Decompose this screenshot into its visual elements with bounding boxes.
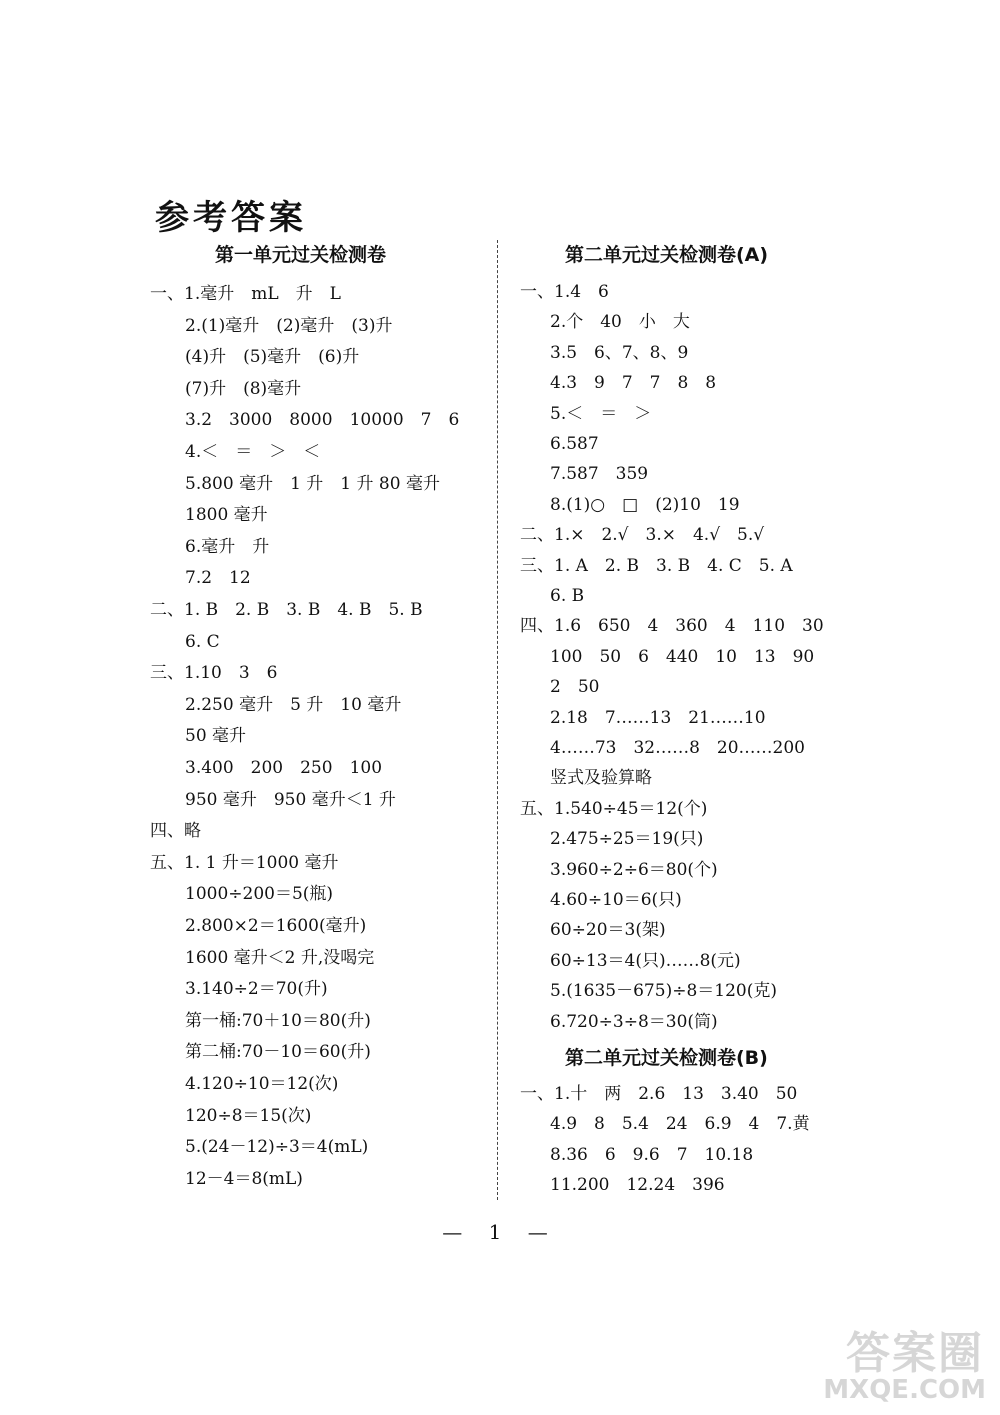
answer-line: 8.(1)○ □ (2)10 19 [550,494,740,515]
watermark-logo [785,1317,990,1407]
answer-line: 2.(1)毫升 (2)毫升 (3)升 [185,315,393,336]
answer-line: 一、1.4 6 [520,282,609,302]
answer-line: 6. B [550,586,585,606]
answer-line: 1000÷200＝5(瓶) [185,884,334,905]
right-section-title-b: 第二单元过关检测卷(B) [565,1047,768,1069]
answer-line: 6.毫升 升 [185,536,270,557]
answer-line: 4.120÷10＝12(次) [185,1074,339,1094]
answer-line: 6.587 [550,434,599,454]
answer-line: 1600 毫升＜2 升,没喝完 [185,947,375,968]
answer-line: 2.250 毫升 5 升 10 毫升 [185,694,402,715]
answer-line: 11.200 12.24 396 [550,1175,725,1196]
right-section-title-a: 第二单元过关检测卷(A) [565,244,769,266]
answer-line: 四、略 [150,821,201,842]
answer-line: 2.个 40 小 大 [550,312,690,333]
answer-line: 一、1.毫升 mL 升 L [150,284,341,304]
answer-line: 2.18 7……13 21……10 [550,707,766,728]
answer-line: 1800 毫升 [185,505,268,526]
answer-line: 3.140÷2＝70(升) [185,979,328,1000]
answer-line: 三、1. A 2. B 3. B 4. C 5. A [520,555,793,576]
answer-line: 5.800 毫升 1 升 1 升 80 毫升 [185,473,440,494]
answer-line: 6. C [185,631,220,652]
answer-line: 第二桶:70－10＝60(升) [185,1042,371,1063]
answer-line: (7)升 (8)毫升 [185,378,302,399]
answer-line: 五、1. 1 升＝1000 毫升 [150,852,339,873]
column-divider [497,240,498,1200]
answer-line: 3.5 6、7、8、9 [550,342,689,363]
watermark-en: MXQE.COM [823,1375,986,1405]
answer-line: 4.＜ ＝ ＞ ＜ [185,442,321,462]
answer-line: 4.9 8 5.4 24 6.9 4 7.黄 [550,1114,810,1135]
answer-line: 五、1.540÷45＝12(个) [520,798,708,819]
page-title: 参考答案 [155,198,307,238]
answer-line: 二、1.× 2.√ 3.× 4.√ 5.√ [520,525,765,546]
answer-line: 6.720÷3÷8＝30(筒) [550,1011,718,1032]
answer-line: 4……73 32……8 20……200 [550,738,805,758]
answer-line: 100 50 6 440 10 13 90 [550,646,815,667]
watermark-cn: 答案圈 [846,1328,984,1379]
answer-line: 3.400 200 250 100 [185,758,383,778]
answer-line: 4.60÷10＝6(只) [550,890,682,910]
answer-line: 950 毫升 950 毫升＜1 升 [185,789,396,810]
answer-line: (4)升 (5)毫升 (6)升 [185,347,360,368]
left-section-title: 第一单元过关检测卷 [215,244,387,266]
answer-line: 120÷8＝15(次) [185,1105,312,1126]
answer-line: 二、1. B 2. B 3. B 4. B 5. B [150,600,423,620]
answer-line: 4.3 9 7 7 8 8 [550,373,717,394]
answer-line: 四、1.6 650 4 360 4 110 30 [520,616,824,637]
answer-line: 3.960÷2÷6＝80(个) [550,859,718,880]
page-number: — 1 — [442,1220,558,1244]
answer-line: 3.2 3000 8000 10000 7 6 [185,410,460,431]
answer-line: 一、1.十 两 2.6 13 3.40 50 [520,1084,798,1104]
answer-line: 7.2 12 [185,568,251,589]
answer-line: 5.(24－12)÷3＝4(mL) [185,1137,369,1158]
answer-line: 50 毫升 [185,726,247,747]
answer-line: 竖式及验算略 [550,768,652,789]
answer-line: 2.475÷25＝19(只) [550,829,704,850]
answer-line: 7.587 359 [550,464,649,485]
answer-line: 8.36 6 9.6 7 10.18 [550,1144,754,1165]
answer-line: 5.＜ ＝ ＞ [550,403,652,424]
answer-line: 5.(1635－675)÷8＝120(克) [550,981,777,1002]
answer-line: 三、1.10 3 6 [150,663,278,684]
answer-line: 2.800×2＝1600(毫升) [185,916,367,936]
answer-line: 60÷20＝3(架) [550,920,666,941]
answer-line: 第一桶:70＋10＝80(升) [185,1010,371,1031]
answer-line: 12－4＝8(mL) [185,1168,303,1189]
answer-line: 2 50 [550,677,600,698]
answer-line: 60÷13＝4(只)……8(元) [550,950,741,971]
